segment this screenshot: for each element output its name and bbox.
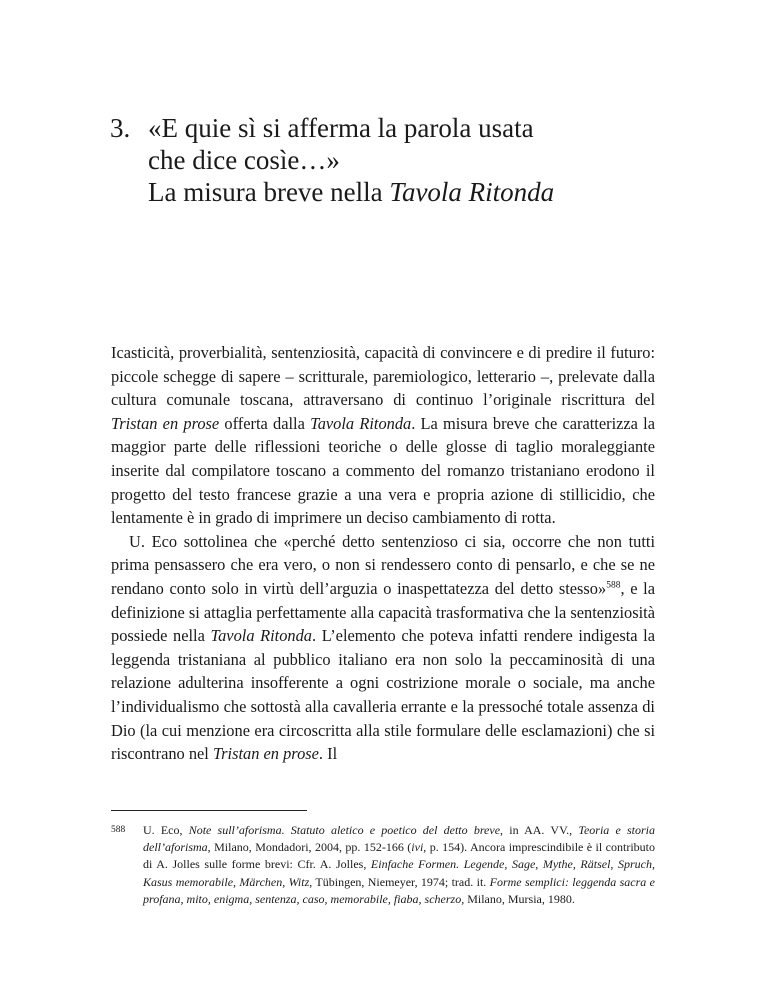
footnote-text bbox=[143, 822, 655, 908]
footnote-text-f: Milano, Mursia, 1980. bbox=[464, 891, 575, 906]
footnote-italic-d: Einfache Formen. Legende, Sage, Mythe, Rätsel, Spruch, Kasus memorabile, Märchen, Witz bbox=[143, 857, 656, 889]
footnote-italic-c: ivi bbox=[411, 840, 424, 855]
footnote bbox=[111, 822, 655, 908]
paragraph-1-text-c: . La misura breve che caratterizza la maggior parte delle riflessioni teoriche o delle glosse di taglio moraleggiante inserite dal compilatore toscano a commento del romanzo tristaniano erodono il progetto del testo francese grazie a una vera e propria azione di stillicidio, che lentamente è in grado di imprimere un deciso cambiamento di rotta. bbox=[111, 413, 656, 528]
paragraph-2 bbox=[111, 530, 655, 766]
footnote-text-c: , Milano, Mondadori, 2004, pp. 152-166 ( bbox=[207, 840, 412, 855]
chapter-title-line-1: «E quie sì si afferma la parola usata bbox=[148, 113, 534, 143]
paragraph-1-italic-a: Tristan en prose bbox=[111, 413, 220, 433]
body-text bbox=[111, 341, 655, 766]
paragraph-2-text-d: . Il bbox=[318, 744, 338, 764]
footnote-text-a: U. Eco, bbox=[143, 823, 189, 837]
chapter-title bbox=[148, 112, 668, 208]
chapter-number: 3. bbox=[110, 113, 131, 143]
chapter-title-work-title: Tavola Ritonda bbox=[389, 177, 555, 207]
footnote-italic-e: Forme semplici: leggenda sacra e profana, mito, enigma, sentenza, caso, memorabile, fiaba, scherzo, bbox=[143, 874, 655, 906]
chapter-title-line-2: che dice cosìe…» bbox=[148, 145, 340, 175]
footnote-italic-b: Teoria e storia dell’aforisma bbox=[143, 823, 655, 855]
paragraph-1 bbox=[111, 341, 655, 530]
paragraph-1-text-b: offerta dalla bbox=[219, 413, 311, 433]
paragraph-2-text-b: , e la definizione si attaglia perfettamente alla capacità trasformativa che la sentenziosità possiede nella bbox=[111, 578, 656, 646]
footnote-divider bbox=[111, 810, 307, 811]
footnote-text-e: , Tübingen, Niemeyer, 1974; trad. it. bbox=[309, 874, 490, 889]
paragraph-2-text-a: U. Eco sottolinea che «perché detto sentenzioso ci sia, occorre che non tutti prima pensassero che era vero, o non si rendessero conto di pensarlo, e che se ne rendano conto solo in virtù dell’arguzia o inaspettatezza del detto stesso» bbox=[111, 531, 655, 598]
chapter-title-line-3 bbox=[148, 176, 668, 208]
paragraph-2-italic-a: Tavola Ritonda bbox=[210, 626, 313, 646]
footnote-text-b: , in AA. VV., bbox=[500, 823, 579, 837]
footnote-italic-a: Note sull’aforisma. Statuto aletico e poetico del detto breve bbox=[188, 823, 501, 837]
paragraph-1-text-a: Icasticità, proverbialità, sentenziosità, capacità di convincere e di predire il futuro: piccole schegge di sapere – scritturale, paremiologico, letterario –, prelevate dalla cultura comunale toscana, attraversano di continuo l’originale riscrittura del bbox=[111, 343, 655, 410]
footnote-reference[interactable]: 588 bbox=[606, 580, 621, 591]
paragraph-2-italic-b: Tristan en prose bbox=[212, 744, 319, 764]
footnote-number: 588 bbox=[111, 825, 126, 835]
paragraph-2-text-c: . L’elemento che poteva infatti rendere indigesta la leggenda tristaniana al pubblico italiano era non solo la peccaminosità di una relazione adulterina insofferente a ogni costrizione morale o sociale, ma anche l’individualismo che sottostà alla cavalleria errante e la pressoché totale assenza di Dio (la cui menzione era circoscritta alla stile formulare delle esclamazioni) che si riscontrano nel bbox=[111, 626, 655, 764]
paragraph-1-italic-b: Tavola Ritonda bbox=[310, 413, 412, 433]
chapter-title-line-3-text: La misura breve nella bbox=[148, 177, 390, 207]
footnote-text-d: , p. 154). Ancora imprescindibile è il contributo di A. Jolles sulle forme brevi: Cfr. A. Jolles, bbox=[143, 840, 655, 872]
